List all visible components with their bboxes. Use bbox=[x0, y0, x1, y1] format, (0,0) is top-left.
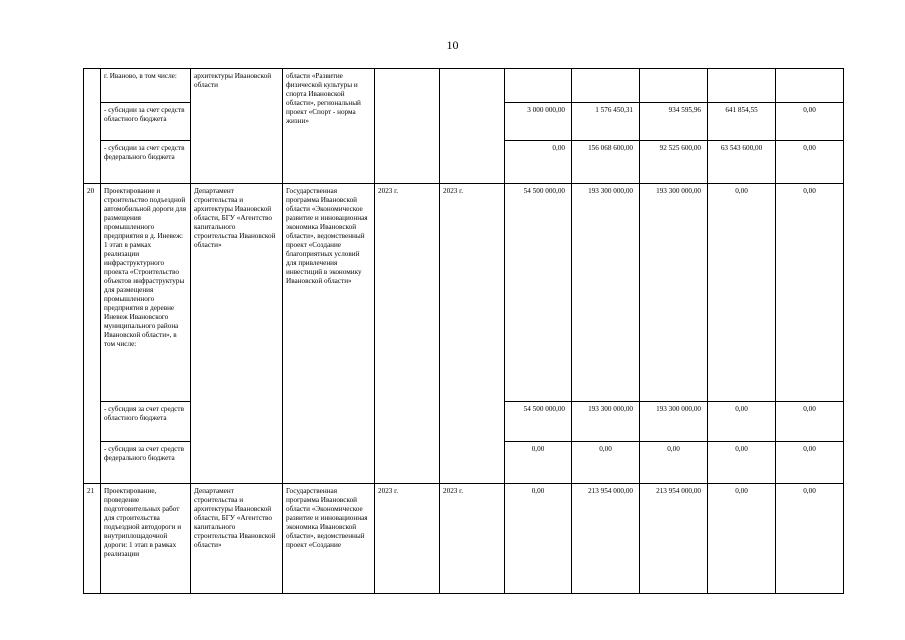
value-cell: 0,00 bbox=[708, 402, 776, 442]
value-cell: 213 954 000,00 bbox=[640, 484, 708, 594]
value-cell: 0,00 bbox=[505, 484, 572, 594]
subsidy-name-cell: - субсидии за счет средств областного бюджета bbox=[101, 103, 191, 141]
program-table bbox=[83, 68, 844, 594]
row-number-cell: 20 bbox=[84, 184, 101, 484]
value-cell: 193 300 000,00 bbox=[640, 184, 708, 402]
table-row bbox=[84, 484, 844, 594]
value-cell: 0,00 bbox=[776, 484, 844, 594]
program-cell: области «Развитие физической культуры и спорта Ивановской области», региональный проект «Спорт - норма жизни» bbox=[283, 69, 375, 184]
value-cell bbox=[708, 69, 776, 103]
value-cell: 156 068 600,00 bbox=[572, 141, 640, 184]
end-year-cell: 2023 г. bbox=[440, 484, 505, 594]
executor-cell: архитектуры Ивановской области bbox=[191, 69, 283, 184]
value-cell: 0,00 bbox=[776, 184, 844, 402]
value-cell: 0,00 bbox=[708, 442, 776, 484]
value-cell: 0,00 bbox=[505, 141, 572, 184]
value-cell: 0,00 bbox=[708, 184, 776, 402]
executor-cell: Департамент строительства и архитектуры Ивановской области, БГУ «Агентство капитального строительства Ивановской области» bbox=[191, 184, 283, 484]
row-number-cell bbox=[84, 69, 101, 184]
value-cell: 0,00 bbox=[776, 103, 844, 141]
row-number-cell: 21 bbox=[84, 484, 101, 594]
value-cell: 0,00 bbox=[640, 442, 708, 484]
program-cell: Государственная программа Ивановской области «Экономическое развитие и инновационная экономика Ивановской области», ведомственный проект «Создание благоприятных условий для привлечения инвестиций в экономику Ивановской области» bbox=[283, 184, 375, 484]
start-year-cell: 2023 г. bbox=[375, 484, 440, 594]
subsidy-name-cell: - субсидия за счет средств областного бюджета bbox=[101, 402, 191, 442]
value-cell: 54 500 000,00 bbox=[505, 184, 572, 402]
page-number: 10 bbox=[446, 38, 459, 52]
value-cell: 193 300 000,00 bbox=[572, 184, 640, 402]
object-name-cell: Проектирование, проведение подготовительных работ для строительства подъездной автодороги и внутриплощадочной дороги: 1 этап в рамках реализации bbox=[101, 484, 191, 594]
object-name-cell: г. Иваново, в том числе: bbox=[101, 69, 191, 103]
value-cell: 0,00 bbox=[708, 484, 776, 594]
end-year-cell: 2023 г. bbox=[440, 184, 505, 484]
table-row bbox=[84, 184, 844, 402]
value-cell: 193 300 000,00 bbox=[572, 402, 640, 442]
value-cell: 0,00 bbox=[776, 141, 844, 184]
start-year-cell: 2023 г. bbox=[375, 184, 440, 484]
value-cell bbox=[505, 69, 572, 103]
value-cell bbox=[640, 69, 708, 103]
value-cell: 0,00 bbox=[505, 442, 572, 484]
object-name-cell: Проектирование и строительство подъездной автомобильной дороги для размещения промышленного предприятия в д. Иневеж: 1 этап в рамках реализации инфраструктурного проекта «Строительство объектов инфраструктуры для размещения промышленного предприятия в деревне Иневеж Ивановского муниципального района Ивановской области», в том числе: bbox=[101, 184, 191, 402]
value-cell: 641 854,55 bbox=[708, 103, 776, 141]
start-year-cell bbox=[375, 69, 440, 184]
value-cell bbox=[572, 69, 640, 103]
value-cell: 0,00 bbox=[776, 402, 844, 442]
value-cell: 63 543 600,00 bbox=[708, 141, 776, 184]
end-year-cell bbox=[440, 69, 505, 184]
subsidy-name-cell: - субсидия за счет средств федерального бюджета bbox=[101, 442, 191, 484]
executor-cell: Департамент строительства и архитектуры Ивановской области, БГУ «Агентство капитального строительства Ивановской области» bbox=[191, 484, 283, 594]
value-cell: 0,00 bbox=[776, 442, 844, 484]
subsidy-name-cell: - субсидии за счет средств федерального бюджета bbox=[101, 141, 191, 184]
value-cell: 213 954 000,00 bbox=[572, 484, 640, 594]
value-cell: 934 595,96 bbox=[640, 103, 708, 141]
value-cell: 0,00 bbox=[572, 442, 640, 484]
value-cell bbox=[776, 69, 844, 103]
value-cell: 92 525 600,00 bbox=[640, 141, 708, 184]
value-cell: 1 576 450,31 bbox=[572, 103, 640, 141]
program-cell: Государственная программа Ивановской области «Экономическое развитие и инновационная экономика Ивановской области», ведомственный проект «Создание bbox=[283, 484, 375, 594]
value-cell: 193 300 000,00 bbox=[640, 402, 708, 442]
value-cell: 54 500 000,00 bbox=[505, 402, 572, 442]
table-row bbox=[84, 69, 844, 103]
value-cell: 3 000 000,00 bbox=[505, 103, 572, 141]
